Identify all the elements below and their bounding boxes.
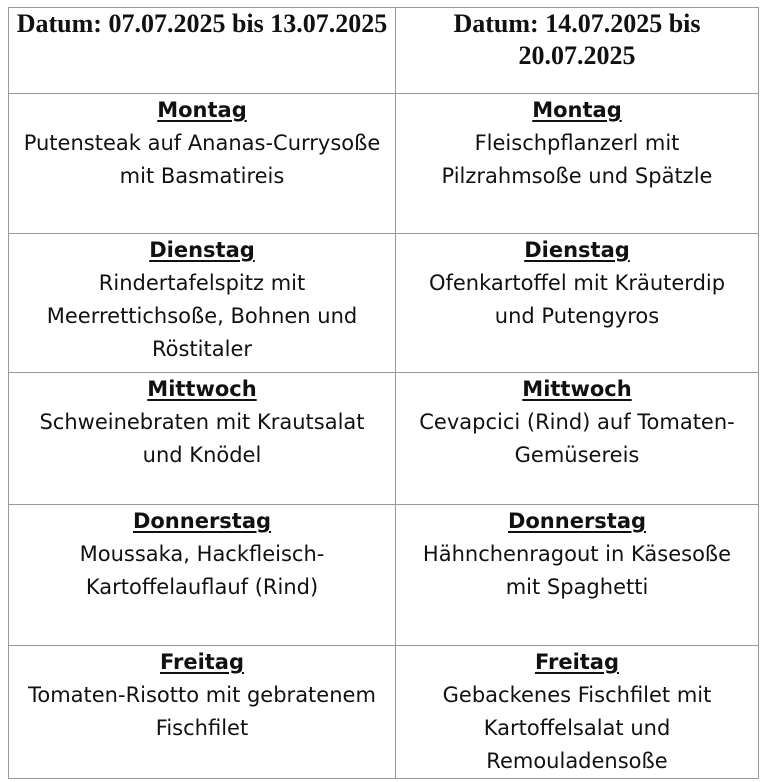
monday-row <box>9 94 759 234</box>
weekly-menu-table <box>8 7 759 779</box>
dish-text: Tomaten-Risotto mit gebratenem Fischfilet <box>28 683 376 740</box>
day-label: Donnerstag <box>507 509 647 533</box>
day-label: Dienstag <box>524 238 630 262</box>
week-2-monday-cell <box>396 94 759 234</box>
day-label: Montag <box>532 98 622 122</box>
week-2-friday-cell <box>396 646 759 779</box>
dish-text: Ofenkartoffel mit Kräuterdip und Putengyros <box>428 271 726 328</box>
week-2-tuesday-cell <box>396 234 759 373</box>
dish-text: Gebackenes Fischfilet mit Kartoffelsalat und Remouladensoße <box>442 683 712 773</box>
day-label: Freitag <box>159 650 245 674</box>
week-1-wednesday-cell <box>9 373 396 505</box>
friday-row <box>9 646 759 779</box>
thursday-row <box>9 505 759 646</box>
week-1-thursday-cell <box>9 505 396 646</box>
dish-text: Schweinebraten mit Krautsalat und Knödel <box>39 410 365 467</box>
header-row <box>9 8 759 94</box>
tuesday-row <box>9 234 759 373</box>
week-1-tuesday-cell <box>9 234 396 373</box>
dish-text: Hähnchenragout in Käsesoße mit Spaghetti <box>422 542 732 599</box>
day-label: Mittwoch <box>147 377 257 401</box>
week-1-header: Datum: 07.07.2025 bis 13.07.2025 <box>9 8 396 94</box>
week-1-monday-cell <box>9 94 396 234</box>
day-label: Mittwoch <box>522 377 632 401</box>
wednesday-row <box>9 373 759 505</box>
day-label: Donnerstag <box>132 509 272 533</box>
day-label: Dienstag <box>149 238 255 262</box>
dish-text: Moussaka, Hackfleisch-Kartoffelauflauf (Rind) <box>79 542 325 599</box>
week-1-friday-cell <box>9 646 396 779</box>
week-2-wednesday-cell <box>396 373 759 505</box>
week-2-thursday-cell <box>396 505 759 646</box>
day-label: Montag <box>157 98 247 122</box>
dish-text: Fleischpflanzerl mit Pilzrahmsoße und Spätzle <box>441 131 713 188</box>
week-2-header: Datum: 14.07.2025 bis 20.07.2025 <box>396 8 759 94</box>
dish-text: Cevapcici (Rind) auf Tomaten-Gemüsereis <box>419 410 735 467</box>
dish-text: Putensteak auf Ananas-Currysoße mit Basmatireis <box>23 131 381 188</box>
dish-text: Rindertafelspitz mit Meerrettichsoße, Bohnen und Röstitaler <box>46 271 358 361</box>
day-label: Freitag <box>534 650 620 674</box>
